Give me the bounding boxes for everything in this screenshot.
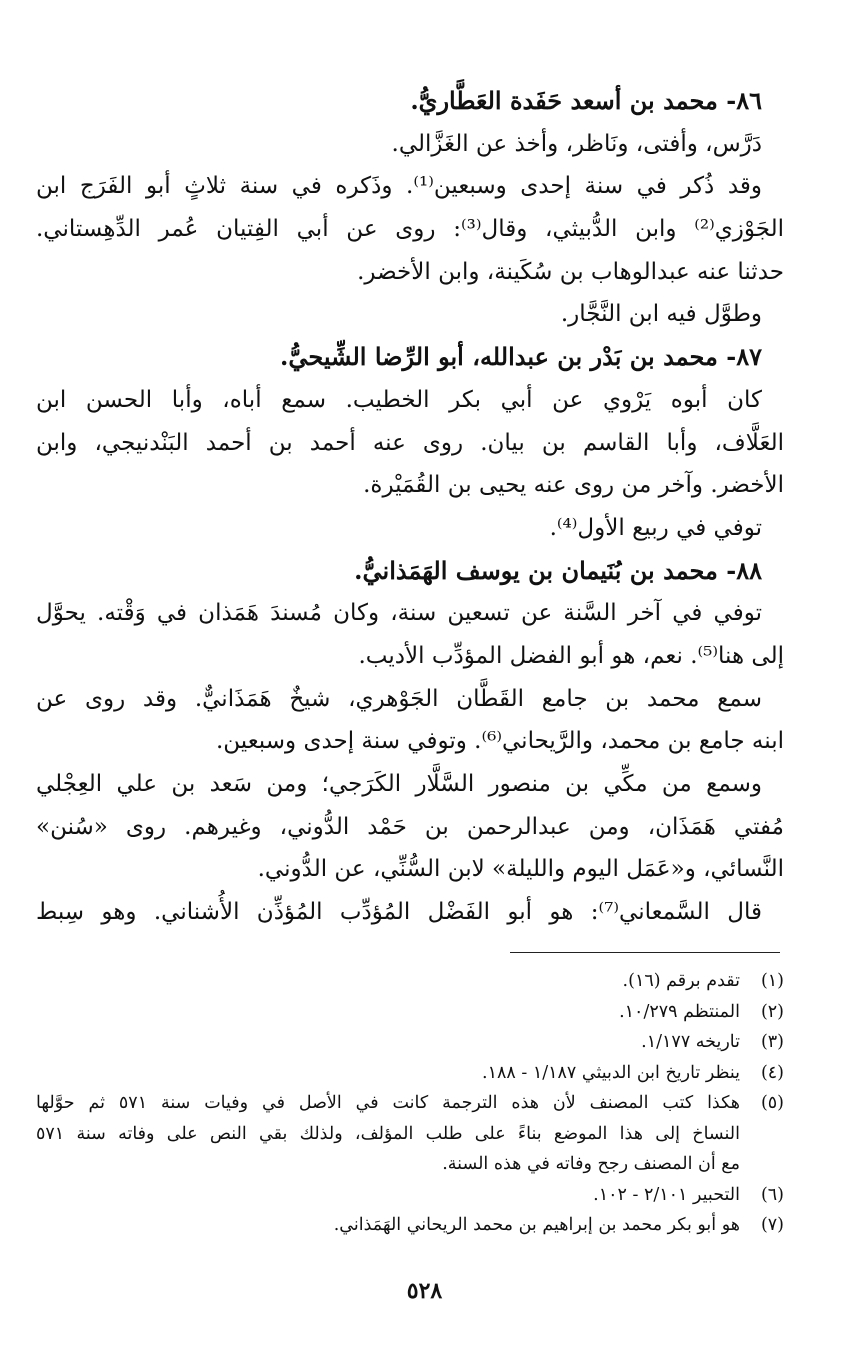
footnote-number: (٧): [760, 1215, 784, 1235]
text-line: الجَوْزي⁽²⁾ وابن الدُّبيثي، وقال⁽³⁾: روى عن أبي الفِتيان عُمر الدِّهِستاني.: [36, 216, 784, 243]
text-line: العَلَّاف، وأبا القاسم بن بيان. روى عنه أحمد بن أحمد البَنْدنيجي، وابن: [36, 429, 784, 456]
text-line: دَرَّس، وأفتى، ونَاظر، وأخذ عن الغَزَّالي.: [391, 130, 762, 157]
footnote: [36, 1088, 784, 1180]
text-line: ابنه جامع بن محمد، والرَّيحاني⁽⁶⁾. وتوفي سنة إحدى وسبعين.: [215, 728, 784, 755]
text-line: توفي في آخر السَّنة عن تسعين سنة، وكان مُسندَ هَمَذان في وَقْته. يحوَّل: [36, 600, 762, 627]
footnote-number: (٢): [760, 1001, 784, 1022]
footnote-number: (٤): [760, 1062, 784, 1083]
entry-heading: ٨٦- محمد بن أسعد حَفَدة العَطَّاريُّ.: [410, 86, 762, 115]
footnote: [36, 966, 784, 997]
footnote-number: (٣): [760, 1032, 784, 1052]
text-line: حدثنا عنه عبدالوهاب بن سُكَينة، وابن الأخضر.: [357, 258, 784, 285]
text-line: النَّسائي، و«عَمَل اليوم والليلة» لابن السُّنِّي، عن الدُّوني.: [257, 856, 784, 883]
footnote: [36, 1180, 784, 1211]
footnote: [36, 1058, 784, 1089]
footnotes: [36, 966, 784, 1241]
footnote-text: هو أبو بكر محمد بن إبراهيم بن محمد الريحاني الهَمَذاني.: [333, 1215, 740, 1235]
footnote-text: التحبير ٢/١٠١ - ١٠٢.: [593, 1184, 740, 1205]
footnote-text: هكذا كتب المصنف لأن هذه الترجمة كانت في الأصل في وفيات سنة ٥٧١ ثم حوَّلها: [36, 1093, 741, 1113]
entry-heading: ٨٨- محمد بن بُنَيمان بن يوسف الهَمَذانيُّ.: [354, 555, 762, 585]
footnote-text: ينظر تاريخ ابن الدبيثي ١/١٨٧ - ١٨٨.: [481, 1062, 740, 1083]
footnote-text: مع أن المصنف رجح وفاته في هذه السنة.: [442, 1154, 740, 1174]
footnote-text: المنتظم ١٠/٢٧٩.: [619, 1001, 740, 1022]
text-line: الأخضر. وآخر من روى عنه يحيى بن القُمَيْرة.: [363, 472, 784, 499]
text-line: كان أبوه يَرْوي عن أبي بكر الخطيب. سمع أباه، وأبا الحسن ابن: [36, 386, 762, 413]
page-number: ٥٢٨: [406, 1278, 443, 1304]
footnote: [36, 1210, 784, 1241]
text-line: سمع محمد بن جامع القَطَّان الجَوْهري، شيخٌ هَمَذَانيٌّ. وقد روى عن: [36, 685, 762, 712]
footnote-number: (٥): [760, 1093, 784, 1113]
text-line: وقد ذُكر في سنة إحدى وسبعين⁽¹⁾. وذَكره في سنة ثلاثٍ أبو الفَرَج ابن: [36, 173, 762, 200]
footnote-separator: [510, 952, 780, 953]
footnote-text: تاريخه ١/١٧٧.: [641, 1032, 740, 1052]
text-line: توفي في ربيع الأول⁽⁴⁾.: [549, 514, 762, 541]
text-line: وسمع من مكِّي بن منصور السَّلَّار الكَرَجي؛ ومن سَعد بن علي العِجْلي: [36, 771, 762, 797]
footnote: [36, 1027, 784, 1058]
text-line: إلى هنا⁽⁵⁾. نعم، هو أبو الفضل المؤدِّب الأديب.: [358, 642, 784, 669]
footnote-text: تقدم برقم (١٦).: [622, 971, 740, 991]
footnote-number: (٦): [760, 1184, 784, 1205]
footnote-text: النساخ إلى هذا الموضع بناءً على طلب المؤلف، ولذلك بقي النص على وفاته سنة ٥٧١: [36, 1123, 740, 1144]
entry-heading: ٨٧- محمد بن بَدْر بن عبدالله، أبو الرِّضا الشِّيحيُّ.: [279, 342, 762, 372]
text-line: وطوَّل فيه ابن النَّجَّار.: [560, 301, 762, 328]
text-line: مُفتي هَمَذَان، ومن عبدالرحمن بن حَمْد الدُّوني، وغيرهم. روى «سُنن»: [36, 813, 784, 840]
footnote: [36, 997, 784, 1028]
main-text: [36, 80, 784, 934]
text-line: قال السَّمعاني⁽⁷⁾: هو أبو الفَضْل المُؤدِّب المُؤذِّن الأُشناني. وهو سِبط: [36, 899, 762, 926]
footnote-number: (١): [760, 971, 784, 991]
